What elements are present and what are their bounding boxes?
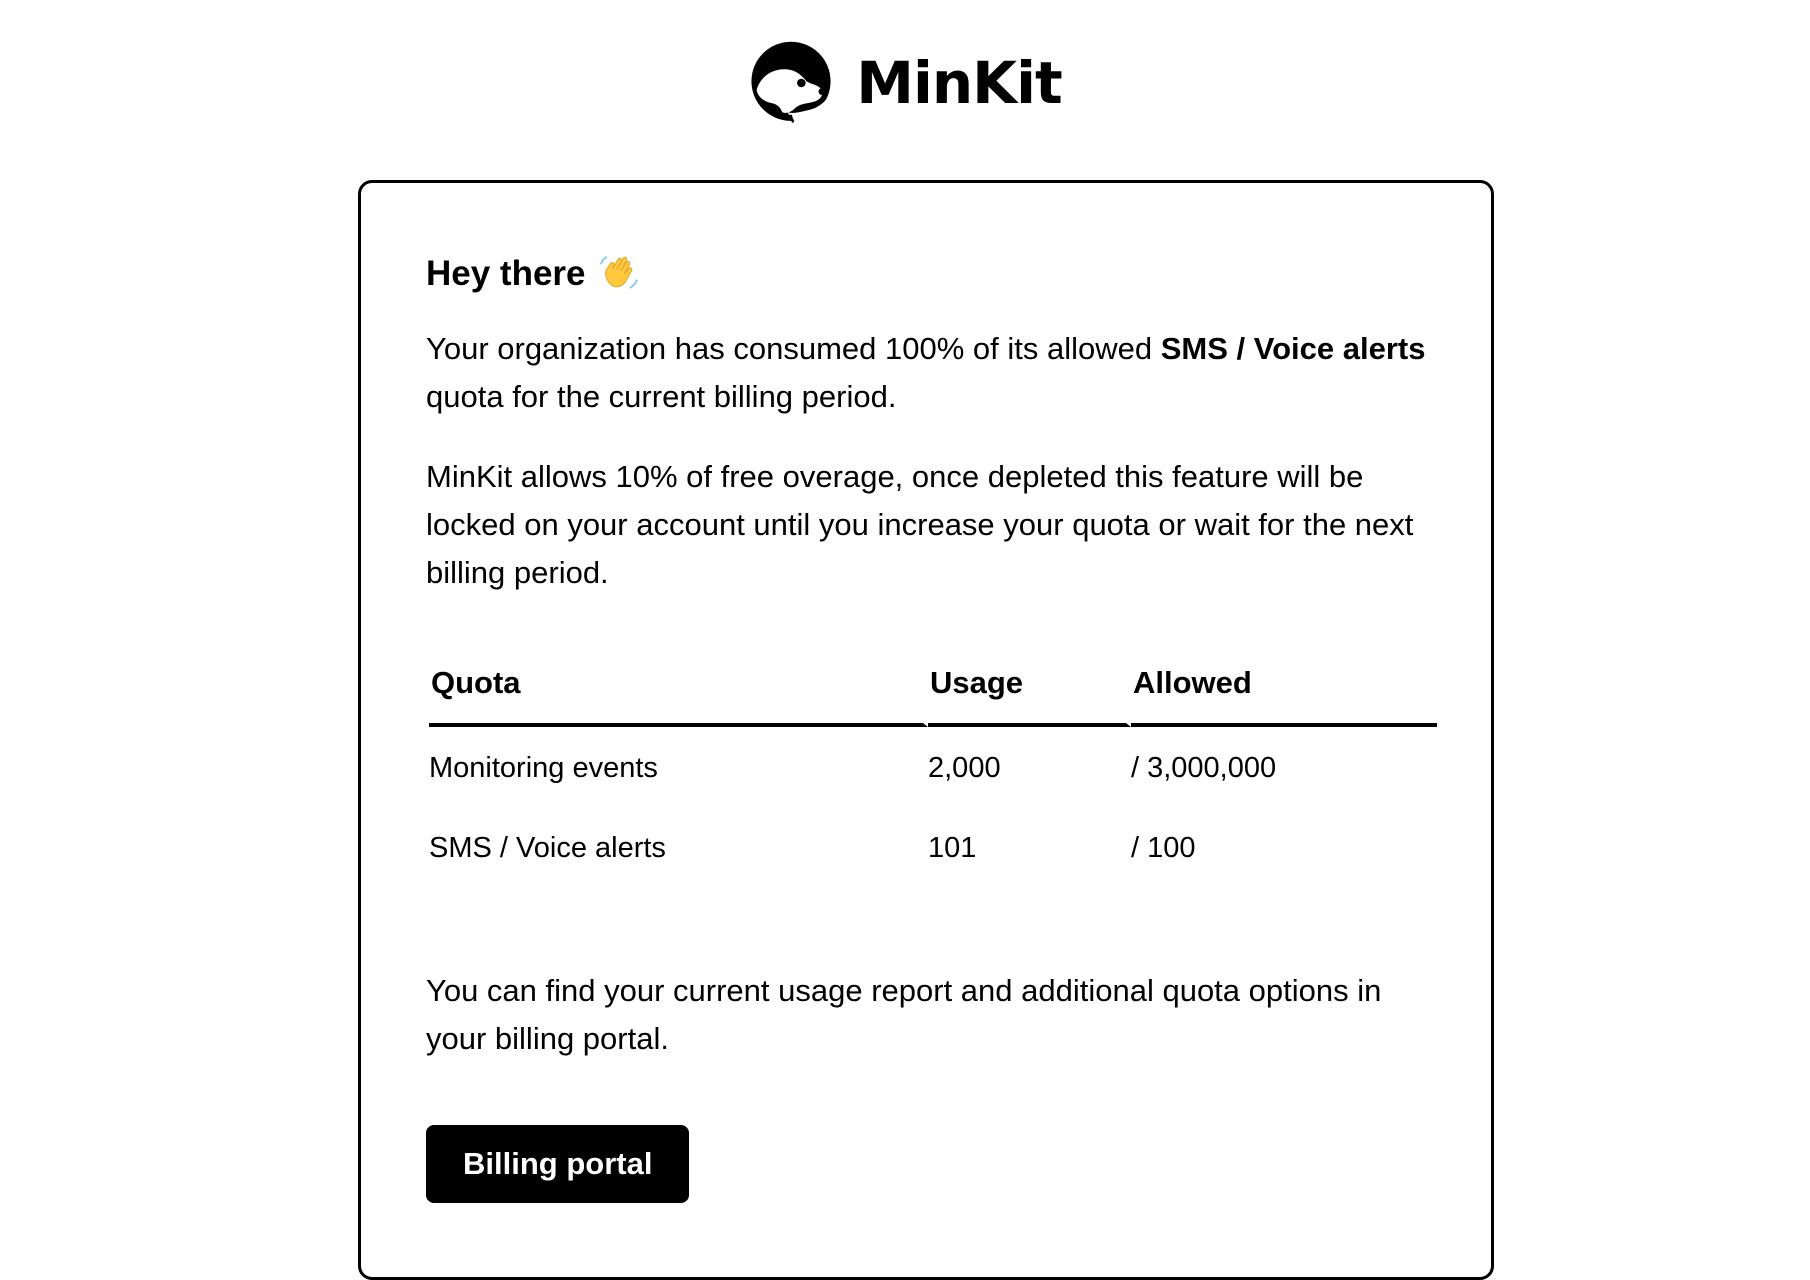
intro-feature-name: SMS / Voice alerts [1160,331,1426,366]
greeting-heading [426,253,1436,295]
intro-prefix: Your organization has consumed 100% of its allowed [426,331,1161,366]
billing-portal-message: You can find your current usage report and additional quota options in your billing portal. [426,973,1382,1056]
header-allowed: Allowed [1131,665,1437,727]
minkit-logo[interactable] [748,40,1061,126]
email-card [358,180,1494,1280]
header-usage: Usage [928,665,1131,727]
email-header [0,40,1810,126]
brand-wordmark: MinKit [856,49,1062,117]
email-content [426,253,1436,1203]
row-usage-value: 101 [928,832,977,864]
intro-suffix: quota for the current billing period. [426,379,897,414]
header-quota: Quota [429,665,928,727]
table-row [429,807,1437,887]
row-quota-name: Monitoring events [429,752,658,784]
quota-consumed-message [426,325,1436,421]
billing-portal-button[interactable]: Billing portal [426,1125,689,1203]
row-allowed-value: / 100 [1131,832,1196,864]
table-row [429,727,1437,807]
row-quota-name: SMS / Voice alerts [429,832,666,864]
row-allowed-value: / 3,000,000 [1131,752,1277,784]
greeting-text: Hey there [426,254,586,293]
overage-message: MinKit allows 10% of free overage, once depleted this feature will be locked on your account until you increase your quota or wait for the next billing period. [426,459,1414,590]
waving-hand-icon [598,253,640,295]
table-header-row [429,665,1437,727]
ferret-logo-icon [748,40,834,126]
row-usage-value: 2,000 [928,752,1001,784]
quota-usage-table [429,665,1437,887]
